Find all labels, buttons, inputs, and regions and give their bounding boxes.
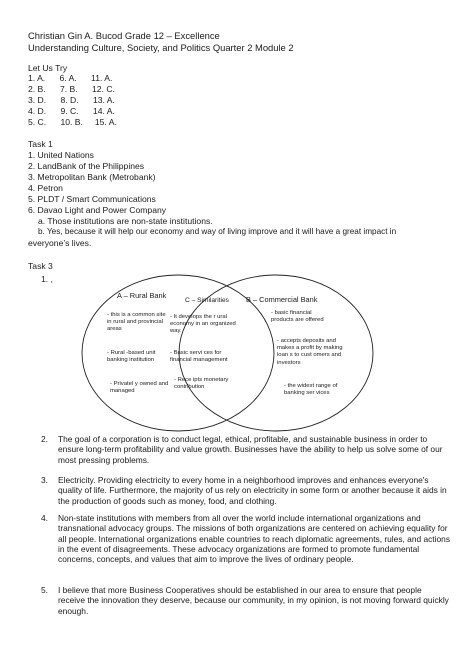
answer-number: 3. bbox=[41, 475, 48, 485]
task1-answer-b: b. Yes, because it will help our economy and way of living improve and it will have a great impact in bbox=[38, 227, 397, 236]
task1-item: 4. Petron bbox=[28, 183, 63, 193]
task3-title: Task 3 bbox=[28, 261, 53, 271]
task1-item: 1. United Nations bbox=[28, 150, 94, 160]
lets-try-row: 1. A. 6. A. 11. A. bbox=[28, 73, 113, 83]
task1-answer-a: a. Those institutions are non-state institutions. bbox=[38, 216, 213, 226]
answer-text: I believe that more Business Cooperatives should be established in our area to ensure that people receive the innovation they deserve, because our community, in my opinion, is not moving forward quickly enough. bbox=[58, 585, 449, 616]
venn-right-item: - the widest range of banking ser vices bbox=[284, 383, 338, 397]
lets-try-title: Let Us Try bbox=[28, 63, 68, 73]
lets-try-row: 3. D. 8. D. 13. A. bbox=[28, 95, 115, 105]
answer-text: Electricity. Providing electricity to every home in a neighborhood improves and enhances everyone's quality of life. Furthermore, the majority of us rely on electricity in some form or another because it aids in the production of goods such as money, food, and clothing. bbox=[58, 475, 447, 506]
answer-text: Non-state institutions with members from all over the world include international organizations and transnational advocacy groups. The missions of both organizations are centered on achieving equality for all people. International organizations enable countries to reach diplomatic agreements, rules, and actions in the event of disagreements. These advocacy organizations are formed to promote fundamental concerns, concepts, and values that aim to improve the lives of ordinary people. bbox=[58, 513, 451, 565]
venn-center-item: - Basic servi ces for financial management bbox=[170, 350, 228, 364]
venn-right-item: - basic financial products are offered bbox=[271, 310, 324, 324]
task1-item: 6. Davao Light and Power Company bbox=[28, 205, 167, 215]
lets-try-row: 5. C. 10. B. 15. A. bbox=[28, 117, 117, 127]
task1-item: 5. PLDT / Smart Communications bbox=[28, 194, 156, 204]
task3-item-1: 1. , bbox=[41, 274, 53, 284]
header-name-line: Christian Gin A. Bucod Grade 12 – Excellence bbox=[28, 30, 220, 41]
venn-right-title: B – Commercial Bank bbox=[246, 295, 318, 304]
answer-number: 2. bbox=[41, 434, 48, 444]
venn-center-item: - Rece ipts monetary contribution bbox=[174, 377, 229, 391]
header-subject-line: Understanding Culture, Society, and Politics Quarter 2 Module 2 bbox=[28, 42, 294, 53]
venn-left-item: - Privatel y owned and managed bbox=[110, 381, 169, 395]
task1-item: 2. LandBank of the Philippines bbox=[28, 161, 145, 171]
answer-number: 4. bbox=[41, 513, 48, 523]
answer-number: 5. bbox=[41, 585, 48, 595]
venn-center-title: C – Similarities bbox=[185, 297, 229, 304]
venn-left-item: - this is a common site in rural and provincial areas bbox=[107, 312, 166, 333]
venn-center-item: - It develops the r ural economy in an organized way. bbox=[170, 314, 236, 335]
answer-text: The goal of a corporation is to conduct legal, ethical, profitable, and sustainable business in order to ensure long-term profitability and value growth. Businesses have the ability to help us solve some of our most pressing problems. bbox=[58, 434, 443, 465]
lets-try-row: 2. B. 7. B. 12. C. bbox=[28, 84, 115, 94]
venn-left-item: - Rural -based unit banking institution bbox=[107, 350, 156, 364]
task1-answer-b-continued: everyone’s lives. bbox=[28, 238, 92, 248]
task1-title: Task 1 bbox=[28, 139, 53, 149]
task1-item: 3. Metropolitan Bank (Metrobank) bbox=[28, 172, 156, 182]
venn-right-item: - accepts deposits and makes a profit by making loan s to cust omers and investors bbox=[277, 338, 343, 366]
venn-left-title: A – Rural Bank bbox=[117, 291, 167, 300]
lets-try-row: 4. D. 9. C. 14. A. bbox=[28, 106, 115, 116]
